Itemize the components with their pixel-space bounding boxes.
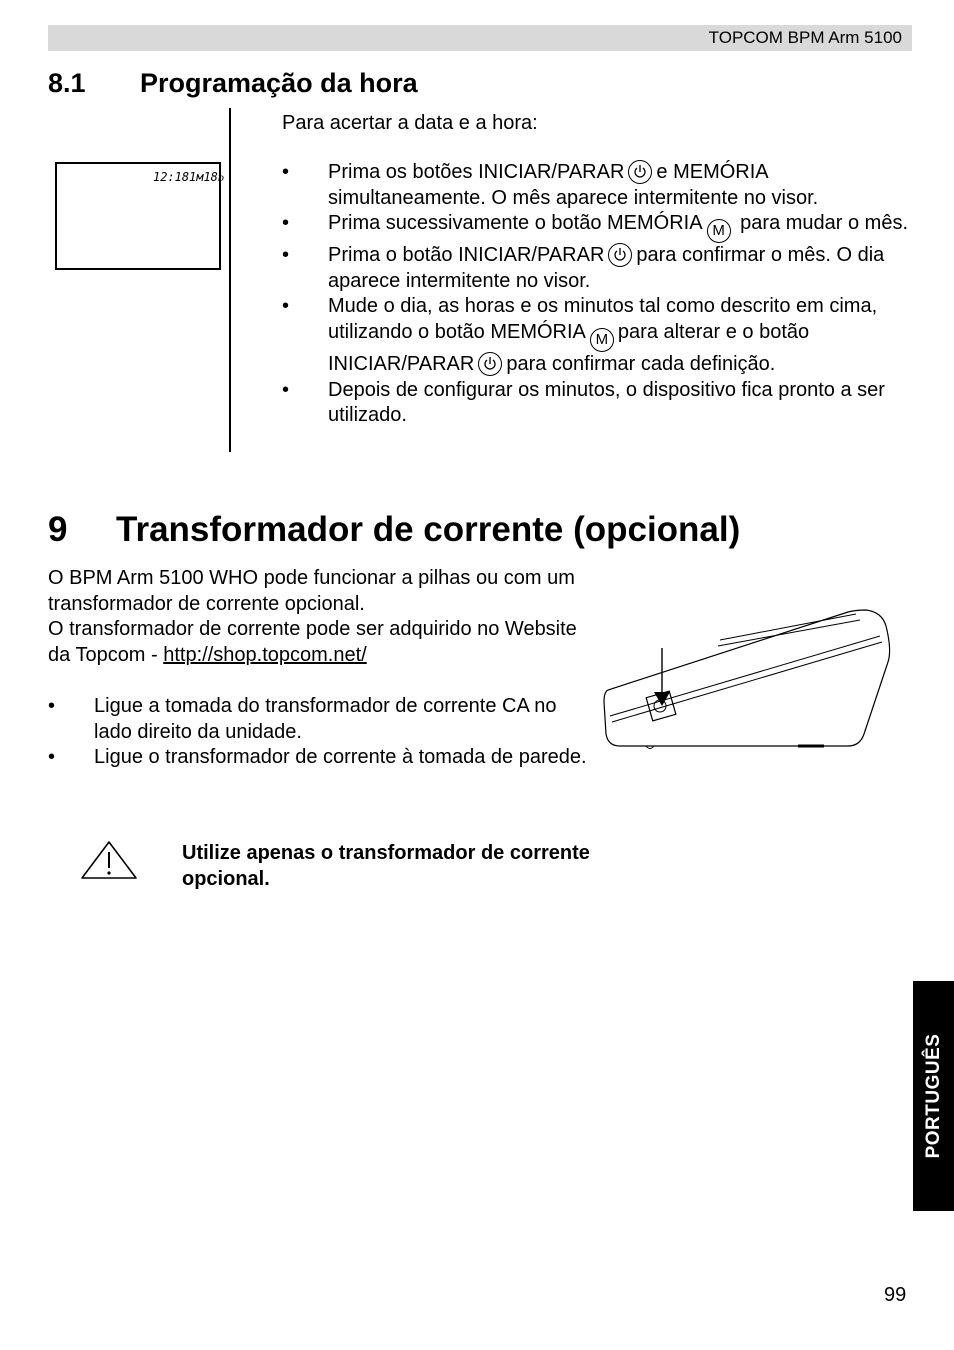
device-illustration: [598, 606, 894, 754]
shop-link[interactable]: http://shop.topcom.net/: [163, 643, 367, 666]
power-icon: [628, 160, 652, 184]
lcd-time: 12:18: [153, 170, 190, 184]
page-number: 99: [884, 1284, 907, 1306]
warning-icon: [80, 840, 138, 880]
memory-icon: M: [590, 328, 614, 352]
language-label: PORTUGUÊS: [922, 1033, 944, 1159]
list-item: • Ligue o transformador de corrente à tomada de parede.: [48, 746, 587, 769]
section-title: Programação da hora: [140, 68, 418, 98]
list-item: • Ligue a tomada do transformador de corrente CA no lado direito da unidade.: [48, 695, 557, 743]
section-title: Transformador de corrente (opcional): [116, 510, 741, 549]
section-9-paragraph: O BPM Arm 5100 WHO pode funcionar a pilhas ou com um transformador de corrente opcional. O transformador de corrente pode ser adquirido no Website da Topcom - http://shop.topcom.net/: [48, 567, 577, 666]
page-header: [48, 25, 912, 51]
section-9-heading: [48, 510, 740, 550]
memory-icon: M: [707, 219, 731, 243]
vertical-divider: [229, 108, 231, 452]
intro-text: Para acertar a data e a hora:: [282, 112, 538, 134]
power-icon: [608, 243, 632, 267]
lcd-display-illustration: [55, 162, 224, 270]
warning-text: Utilize apenas o transformador de corrente opcional.: [182, 842, 590, 890]
list-item: • Depois de configurar os minutos, o dispositivo fica pronto a ser utilizado.: [282, 378, 885, 427]
list-item: • Prima o botão INICIAR/PARAR para confirmar o mês. O dia aparece intermitente no visor.: [282, 244, 885, 292]
header-title: TOPCOM BPM Arm 5100: [708, 28, 902, 47]
list-item: • Mude o dia, as horas e os minutos tal como descrito em cima, utilizando o botão MEMÓRIA M para alterar e o botão INICIAR/PARAR para confirmar cada definição.: [282, 295, 878, 375]
adapter-instruction-list: [48, 694, 588, 771]
instruction-list: [282, 160, 912, 429]
list-item: • Prima os botões INICIAR/PARAR e MEMÓRIA simultaneamente. O mês aparece intermitente no visor.: [282, 161, 819, 209]
section-number: 9: [48, 510, 68, 549]
lcd-date: 1м18ᴅ: [189, 170, 224, 184]
list-item: • Prima sucessivamente o botão MEMÓRIA M para mudar o mês.: [282, 211, 912, 243]
language-tab: [913, 981, 954, 1211]
power-icon: [478, 352, 502, 376]
section-8-1-heading: [48, 68, 418, 99]
section-number: 8.1: [48, 68, 86, 98]
